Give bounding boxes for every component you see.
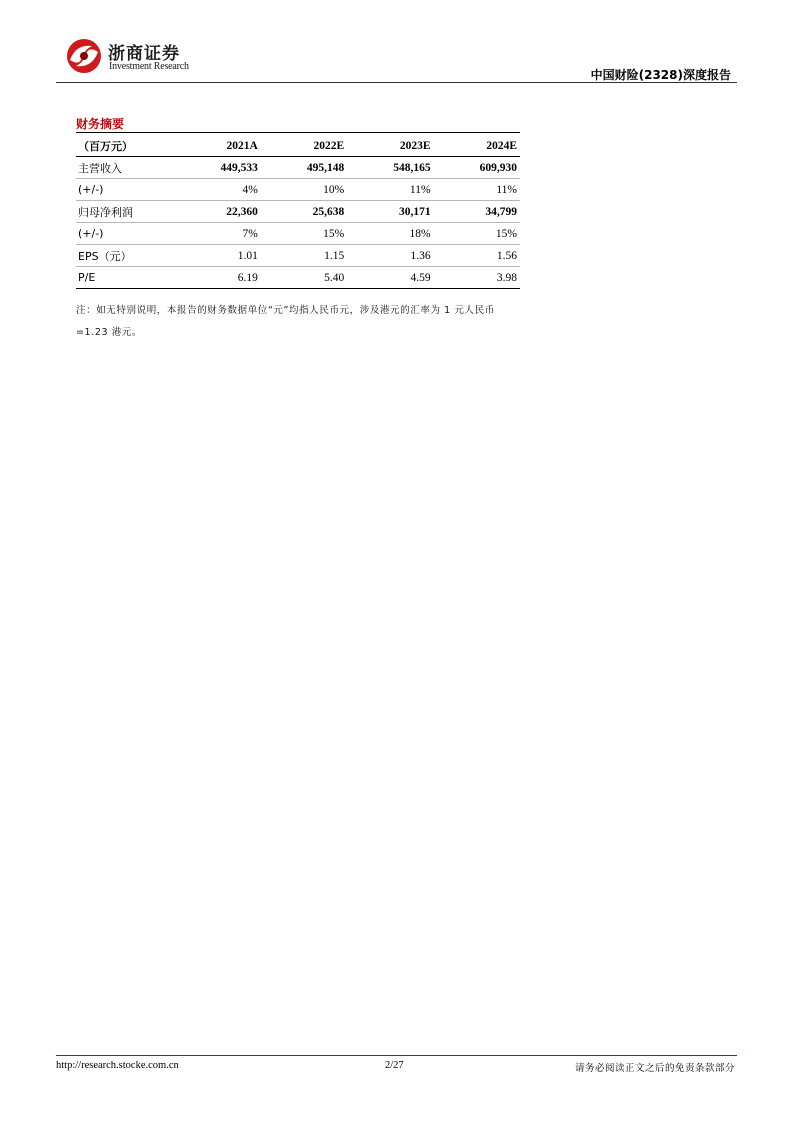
table-row [76,267,520,289]
section-title: 财务摘要 [76,117,125,131]
cell-value: 15% [434,223,520,245]
table-row [76,223,520,245]
cell-value: 3.98 [434,267,520,289]
row-label: 归母净利润 [76,201,174,223]
cell-value: 7% [174,223,260,245]
cell-value: 495,148 [261,157,347,179]
cell-value: 25,638 [261,201,347,223]
cell-value: 4% [174,179,260,201]
cell-value: 609,930 [434,157,520,179]
cell-value: 22,360 [174,201,260,223]
cell-value: 1.36 [347,245,433,267]
report-title: 中国财险(2328)深度报告 [590,68,731,82]
cell-value: 18% [347,223,433,245]
row-label: EPS（元） [76,245,174,267]
column-header: 2022E [261,135,347,157]
logo-mark-icon [62,36,106,76]
unit-label: （百万元） [76,135,174,157]
footer-url: http://research.stocke.com.cn [56,1060,179,1071]
cell-value: 30,171 [347,201,433,223]
footer-divider [56,1055,737,1056]
column-header: 2021A [174,135,260,157]
cell-value: 1.15 [261,245,347,267]
row-label: P/E [76,267,174,289]
cell-value: 6.19 [174,267,260,289]
logo-english-text: Investment Research [109,61,189,72]
row-label: 主营收入 [76,157,174,179]
footnote-line: =1.23 港元。 [76,327,143,338]
table-top-rule [76,132,520,133]
cell-value: 34,799 [434,201,520,223]
cell-value: 11% [347,179,433,201]
logo-chinese-text: 浙商证券 [108,44,180,64]
column-header: 2024E [434,135,520,157]
cell-value: 15% [261,223,347,245]
cell-value: 1.01 [174,245,260,267]
table-row [76,245,520,267]
cell-value: 11% [434,179,520,201]
cell-value: 10% [261,179,347,201]
table-row [76,179,520,201]
row-label: (+/-) [76,223,174,245]
table-footnote [76,300,536,344]
financial-summary-table [76,135,520,289]
footer-disclaimer: 请务必阅读正文之后的免责条款部分 [574,1063,735,1074]
page-number: 2/27 [385,1060,404,1071]
header-divider [56,82,737,83]
cell-value: 1.56 [434,245,520,267]
company-logo [62,36,189,76]
table-row [76,201,520,223]
column-header: 2023E [347,135,433,157]
table-header-row [76,135,520,157]
footnote-line: 注：如无特别说明，本报告的财务数据单位“元”均指人民币元，涉及港元的汇率为 1 元人民币 [76,305,495,316]
table-row [76,157,520,179]
cell-value: 449,533 [174,157,260,179]
cell-value: 5.40 [261,267,347,289]
cell-value: 4.59 [347,267,433,289]
row-label: (+/-) [76,179,174,201]
cell-value: 548,165 [347,157,433,179]
